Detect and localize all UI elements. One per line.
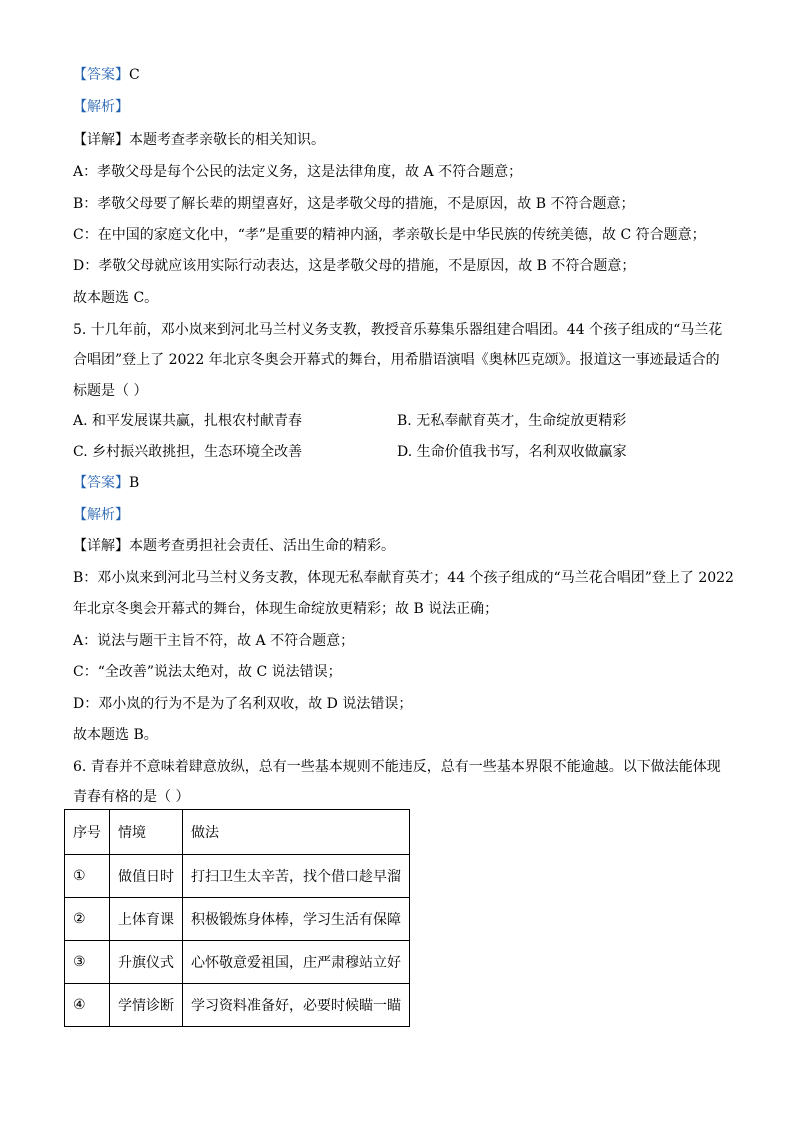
- option-b: B. 无私奉献育英才，生命绽放更精彩: [397, 413, 627, 429]
- answer-tag: 【答案】: [73, 67, 129, 83]
- analysis-tag: 【解析】: [73, 99, 129, 115]
- question-5-stem-3: 标题是（ ）: [73, 383, 148, 399]
- table-cell: ①: [65, 855, 110, 898]
- explain-d: D：孝敬父母就应该用实际行动表达，这是孝敬父母的措施，不是原因，故 B 不符合题意；: [73, 258, 636, 274]
- option-a: A. 和平发展谋共赢，扎根农村献青春: [73, 413, 303, 429]
- table-cell: 做值日时: [110, 855, 183, 898]
- table-header-row: [65, 810, 410, 855]
- question-6-stem-1: 6. 青春并不意味着肆意放纵，总有一些基本规则不能违反，总有一些基本界限不能逾越。以下做法能体现: [73, 759, 721, 775]
- header-cell: 情境: [110, 810, 183, 855]
- answer-value: B: [129, 475, 140, 491]
- scenario-table: [64, 809, 410, 1027]
- explain-c: C：在中国的家庭文化中，“孝”是重要的精神内涵，孝亲敬长是中华民族的传统美德，故 C 符合题意；: [73, 227, 706, 243]
- table-row: [65, 898, 410, 941]
- table-cell: ④: [65, 984, 110, 1027]
- table-cell: 升旗仪式: [110, 941, 183, 984]
- table-cell: 上体育课: [110, 898, 183, 941]
- explain-b: B：孝敬父母要了解长辈的期望喜好，这是孝敬父母的措施，不是原因，故 B 不符合题意；: [73, 196, 635, 212]
- explain-b: B：邓小岚来到河北马兰村义务支教，体现无私奉献育英才；44 个孩子组成的“马兰花合唱团”登上了 2022: [73, 570, 734, 586]
- option-c: C. 乡村振兴敢挑担，生态环境全改善: [73, 444, 303, 460]
- conclusion: 故本题选 C。: [73, 290, 159, 306]
- table-cell: 心怀敬意爱祖国，庄严肃穆站立好: [183, 941, 410, 984]
- explain-b-cont: 年北京冬奥会开幕式的舞台，体现生命绽放更精彩；故 B 说法正确；: [73, 601, 499, 617]
- table-cell: 学情诊断: [110, 984, 183, 1027]
- detail-line: 【详解】本题考查勇担社会责任、活出生命的精彩。: [73, 538, 395, 554]
- explain-d: D：邓小岚的行为不是为了名利双收，故 D 说法错误；: [73, 696, 413, 712]
- answer-tag: 【答案】: [73, 475, 129, 491]
- question-5-stem-1: 5. 十几年前，邓小岚来到河北马兰村义务支教，教授音乐募集乐器组建合唱团。44 个孩子组成的“马兰花: [73, 322, 723, 338]
- answer-value: C: [129, 67, 140, 83]
- table-cell: 学习资料准备好，必要时候瞄一瞄: [183, 984, 410, 1027]
- detail-line: 【详解】本题考查孝亲敬长的相关知识。: [73, 132, 325, 148]
- table-cell: 打扫卫生太辛苦，找个借口趁早溜: [183, 855, 410, 898]
- header-cell: 做法: [183, 810, 410, 855]
- conclusion: 故本题选 B。: [73, 727, 158, 743]
- table-cell: ②: [65, 898, 110, 941]
- explain-a: A：说法与题干主旨不符，故 A 不符合题意；: [73, 633, 355, 649]
- answer-line: [73, 473, 139, 493]
- explain-a: A：孝敬父母是每个公民的法定义务，这是法律角度，故 A 不符合题意；: [73, 164, 523, 180]
- question-6-stem-2: 青春有格的是（ ）: [73, 789, 190, 805]
- explain-c: C：“全改善”说法太绝对，故 C 说法错误；: [73, 664, 342, 680]
- table-cell: ③: [65, 941, 110, 984]
- question-5-stem-2: 合唱团”登上了 2022 年北京冬奥会开幕式的舞台，用希腊语演唱《奥林匹克颂》。报道这一事迹最适合的: [73, 352, 720, 368]
- answer-line: [73, 65, 140, 85]
- table-row: [65, 984, 410, 1027]
- analysis-tag: 【解析】: [73, 507, 129, 523]
- table-row: [65, 941, 410, 984]
- table-cell: 积极锻炼身体棒，学习生活有保障: [183, 898, 410, 941]
- header-cell: 序号: [65, 810, 110, 855]
- table-row: [65, 855, 410, 898]
- option-d: D. 生命价值我书写，名利双收做赢家: [397, 444, 627, 460]
